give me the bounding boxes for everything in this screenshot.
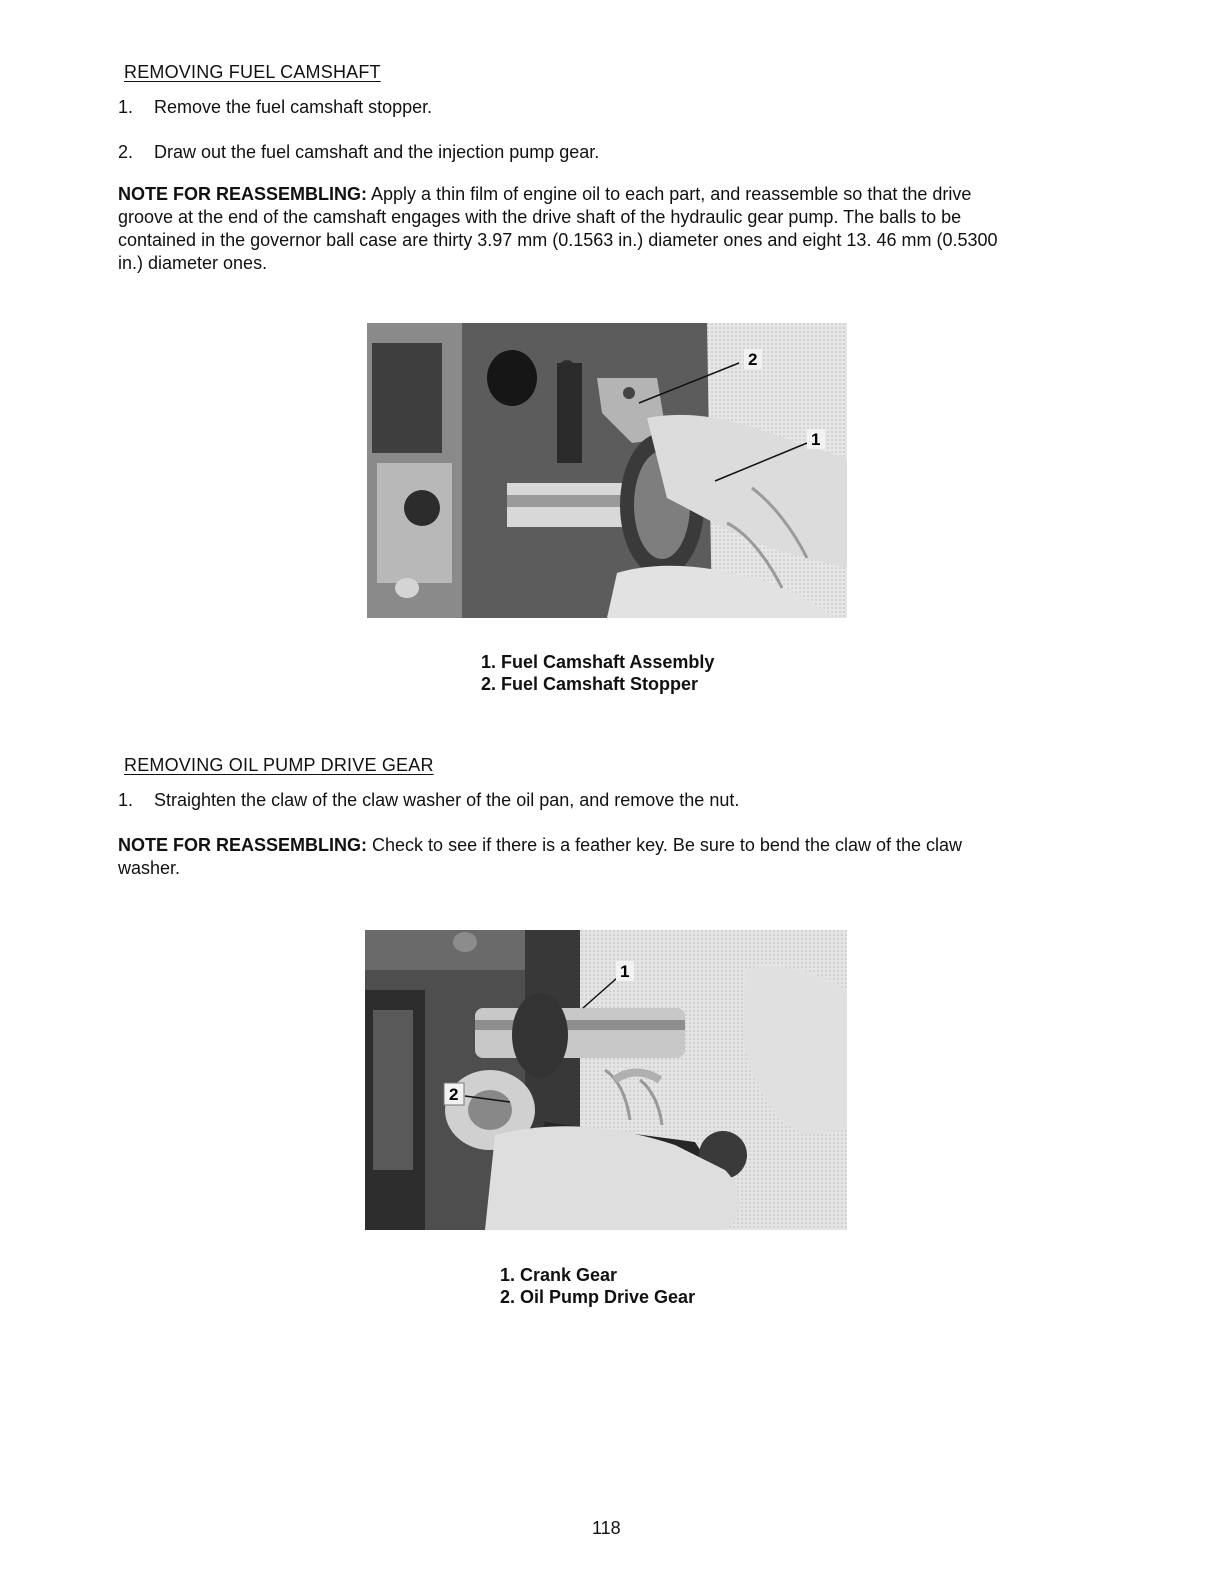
step-text: Draw out the fuel camshaft and the injection pump gear. [154, 142, 600, 162]
callout-1: 1 [620, 962, 630, 981]
reassembly-note [118, 834, 1018, 880]
note-text: Check to see if there is a feather key. Be sure to bend the claw of the claw washer. [118, 835, 963, 878]
caption-line: 2. Fuel Camshaft Stopper [481, 674, 699, 694]
fuel-camshaft-photo [367, 323, 847, 618]
note-label: NOTE FOR REASSEMBLING: [118, 184, 368, 204]
note-text: Apply a thin film of engine oil to each part, and reassemble so that the drive groove at the end of the camshaft engages with the drive shaft of the hydraulic gear pump. The balls to be contained in the governor ball case are thirty 3.97 mm (0.1563 in.) diameter ones and eight 13. 46 mm (0.5300 in.) diameter ones. [118, 184, 998, 273]
reassembly-note [118, 183, 1018, 275]
step-2 [118, 142, 599, 163]
caption-line: 2. Oil Pump Drive Gear [500, 1287, 696, 1307]
step-text: Straighten the claw of the claw washer of the oil pan, and remove the nut. [154, 790, 740, 810]
note-label: NOTE FOR REASSEMBLING: [118, 835, 368, 855]
callout-2: 2 [449, 1085, 459, 1104]
figure-caption-1 [481, 651, 714, 695]
callout-1: 1 [811, 430, 821, 449]
section-heading-fuel-camshaft: REMOVING FUEL CAMSHAFT [124, 62, 381, 82]
step-number: 1. [118, 97, 134, 117]
step-1 [118, 790, 739, 811]
oil-pump-drive-gear-photo [365, 930, 847, 1230]
caption-line: 1. Crank Gear [500, 1265, 618, 1285]
caption-line: 1. Fuel Camshaft Assembly [481, 652, 715, 672]
step-number: 1. [118, 790, 134, 810]
section-heading-oil-pump-drive-gear: REMOVING OIL PUMP DRIVE GEAR [124, 755, 434, 775]
step-1 [118, 97, 432, 118]
figure-caption-2 [500, 1264, 695, 1308]
callout-2: 2 [748, 350, 758, 369]
step-number: 2. [118, 142, 134, 162]
step-text: Remove the fuel camshaft stopper. [154, 97, 433, 117]
page-number: 118 [592, 1518, 621, 1538]
